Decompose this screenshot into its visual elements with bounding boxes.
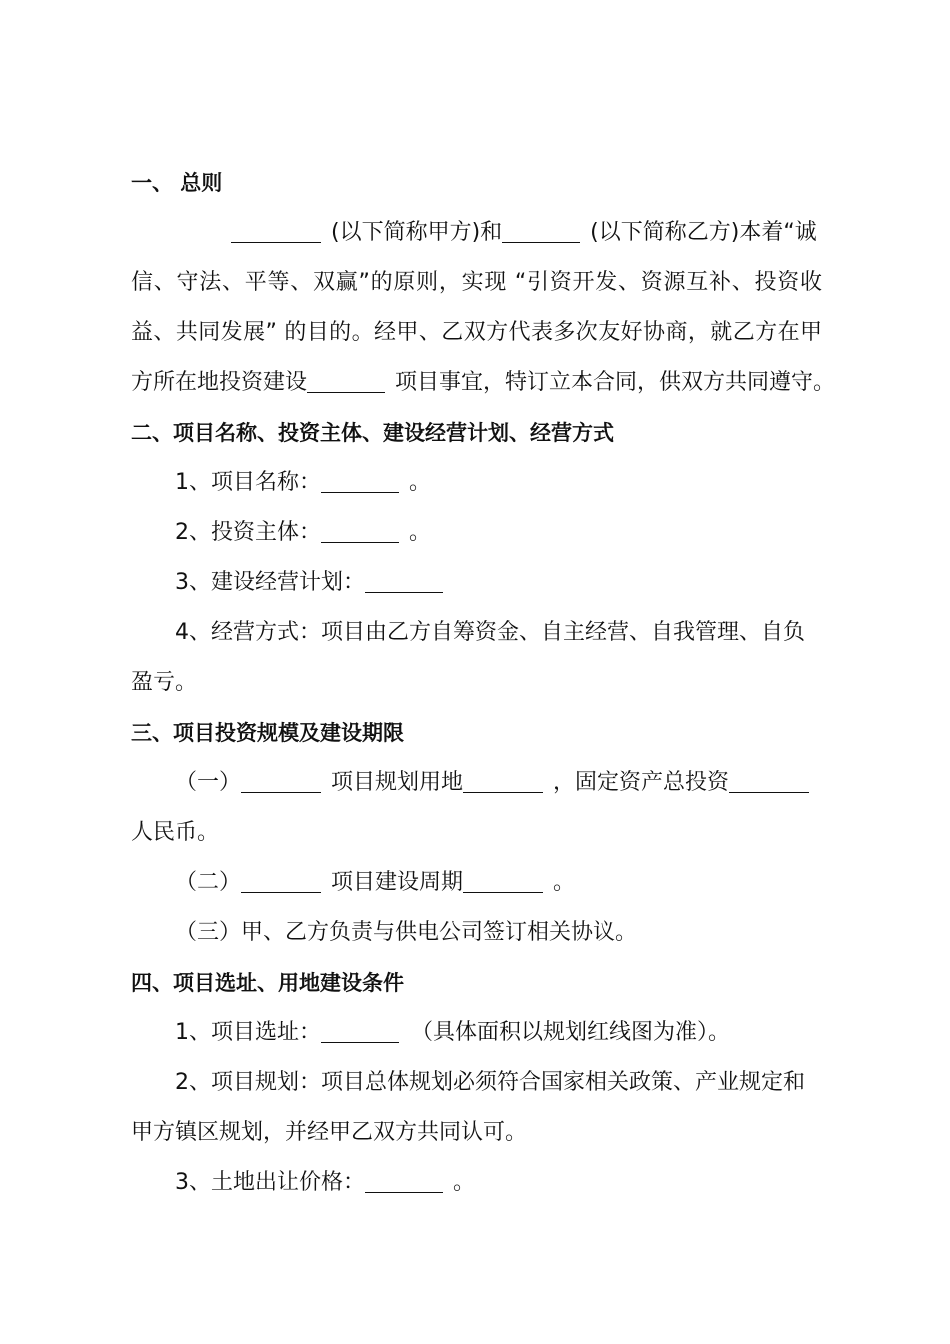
investment-blank (729, 770, 809, 793)
project-location-text: 方所在地投资建设 (131, 370, 308, 395)
party-b-blank (502, 220, 580, 243)
site-note: （具体面积以规划红线图为准）。 (411, 1020, 731, 1045)
project-name-field-blank (321, 470, 399, 493)
party-b-text: (以下简称乙方)本着“诚 (590, 220, 817, 245)
project-blank (241, 770, 321, 793)
period: 。 (409, 470, 432, 495)
item-label: （一） (175, 770, 242, 795)
list-item (175, 1018, 822, 1048)
list-item: 4、经营方式：项目由乙方自筹资金、自主经营、自我管理、自负 (175, 620, 805, 645)
item-label: （二） (175, 870, 242, 895)
list-item (175, 568, 822, 598)
list-item (175, 468, 822, 498)
section-heading-scale: 三、项目投资规模及建设期限 (131, 721, 404, 745)
land-blank (463, 770, 543, 793)
section-heading-site: 四、项目选址、用地建设条件 (131, 971, 404, 995)
project-name-blank (307, 370, 385, 393)
item-label: 2、投资主体： (175, 520, 321, 545)
price-blank (365, 1170, 443, 1193)
item-label: 3、建设经营计划： (175, 570, 365, 595)
list-item: 2、项目规划：项目总体规划必须符合国家相关政策、产业规定和 (175, 1070, 805, 1095)
list-item (175, 868, 822, 898)
party-a-blank (231, 220, 321, 243)
period: 。 (553, 870, 576, 895)
period: 。 (409, 520, 432, 545)
item-label: 1、项目名称： (175, 470, 321, 495)
period-text: 项目建设周期 (331, 870, 464, 895)
list-item: （三）甲、乙方负责与供电公司签订相关协议。 (175, 920, 638, 945)
paragraph-line: 甲方镇区规划，并经甲乙双方共同认可。 (131, 1120, 528, 1145)
paragraph-line (131, 218, 822, 248)
period-blank (463, 870, 543, 893)
paragraph-line (131, 368, 836, 398)
party-a-text: (以下简称甲方)和 (331, 220, 503, 245)
item-label: 1、项目选址： (175, 1020, 321, 1045)
plan-blank (365, 570, 443, 593)
project-blank (241, 870, 321, 893)
item-label: 3、土地出让价格： (175, 1170, 365, 1195)
section-heading-project: 二、项目名称、投资主体、建设经营计划、经营方式 (131, 421, 614, 445)
investor-blank (321, 520, 399, 543)
paragraph-line: 盈亏。 (131, 670, 198, 695)
paragraph-line: 信、守法、平等、双赢”的原则，实现 “引资开发、资源互补、投资收 (131, 270, 822, 295)
list-item (175, 768, 822, 798)
paragraph-line: 人民币。 (131, 820, 220, 845)
period: 。 (453, 1170, 476, 1195)
paragraph-line: 益、共同发展” 的目的。经甲、乙双方代表多次友好协商，就乙方在甲 (131, 320, 822, 345)
list-item (175, 1168, 822, 1198)
project-matter-text: 项目事宜，特订立本合同，供双方共同遵守。 (395, 370, 836, 395)
land-text: 项目规划用地 (331, 770, 464, 795)
site-blank (321, 1020, 399, 1043)
section-heading-general: 一、 总则 (131, 171, 223, 195)
list-item (175, 518, 822, 548)
investment-text: ，固定资产总投资 (553, 770, 730, 795)
